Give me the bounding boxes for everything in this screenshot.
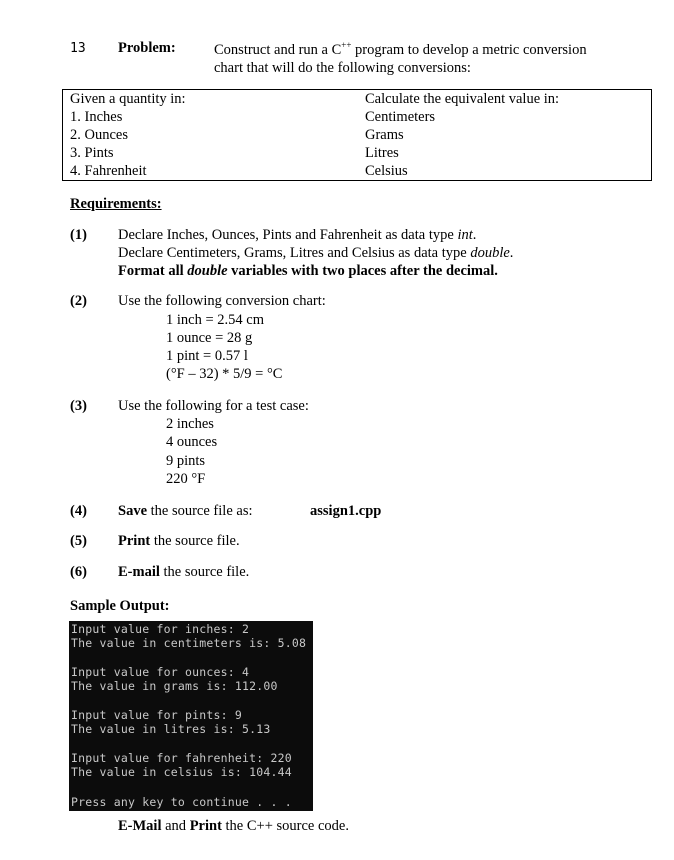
- source-filename: assign1.cpp: [310, 503, 382, 519]
- table-cell-equivalent: Litres: [365, 145, 399, 161]
- conversion-item: 1 inch = 2.54 cm: [166, 312, 264, 328]
- table-row: [63, 145, 651, 163]
- console-line: Input value for fahrenheit: 220: [71, 751, 292, 765]
- conversion-item: (°F – 32) * 5/9 = °C: [166, 366, 283, 382]
- table-row: [63, 163, 651, 181]
- test-case-item: 220 °F: [166, 471, 206, 487]
- console-line: The value in centimeters is: 5.08: [71, 636, 307, 650]
- conversion-table: [62, 89, 652, 181]
- console-line: The value in litres is: 5.13: [71, 722, 271, 736]
- table-cell-equivalent: Centimeters: [365, 109, 436, 125]
- table-header-right: Calculate the equivalent value in:: [365, 91, 560, 107]
- table-cell-given: 4. Fahrenheit: [70, 163, 147, 179]
- console-line: Press any key to continue . . .: [71, 795, 292, 809]
- table-header-row: [63, 91, 651, 109]
- req3-number: (3): [70, 398, 87, 414]
- conversion-item: 1 ounce = 28 g: [166, 330, 253, 346]
- requirements-heading: Requirements:: [70, 196, 162, 212]
- console-line: Input value for pints: 9: [71, 708, 242, 722]
- table-cell-equivalent: Grams: [365, 127, 404, 143]
- problem-number: 13: [70, 41, 86, 56]
- table-cell-given: 2. Ounces: [70, 127, 128, 143]
- console-line: The value in grams is: 112.00: [71, 679, 278, 693]
- console-line: Input value for inches: 2: [71, 622, 250, 636]
- table-header-left: Given a quantity in:: [70, 91, 186, 107]
- conversion-item: 1 pint = 0.57 l: [166, 348, 248, 364]
- req5-text: Print the source file.: [118, 533, 240, 549]
- req1-line2: Declare Centimeters, Grams, Litres and Celsius as data type double.: [118, 245, 514, 261]
- req1-number: (1): [70, 227, 87, 243]
- req6-number: (6): [70, 564, 87, 580]
- test-case-item: 9 pints: [166, 453, 206, 469]
- table-cell-given: 1. Inches: [70, 109, 123, 125]
- req1-line1: Declare Inches, Ounces, Pints and Fahrenheit as data type int.: [118, 227, 477, 243]
- req2-number: (2): [70, 293, 87, 309]
- problem-text-line1: Construct and run a C++ program to develop a metric conversion: [214, 40, 587, 58]
- test-case-item: 4 ounces: [166, 434, 218, 450]
- req1-line3: Format all double variables with two places after the decimal.: [118, 263, 498, 279]
- req4-number: (4): [70, 503, 87, 519]
- table-cell-given: 3. Pints: [70, 145, 114, 161]
- console-line: The value in celsius is: 104.44: [71, 765, 292, 779]
- table-row: [63, 127, 651, 145]
- req5-number: (5): [70, 533, 87, 549]
- req6-text: E-mail the source file.: [118, 564, 250, 580]
- console-line: Input value for ounces: 4: [71, 665, 250, 679]
- table-row: [63, 109, 651, 127]
- problem-label: Problem:: [118, 40, 176, 56]
- sample-output-heading: Sample Output:: [70, 598, 170, 614]
- req4-text: Save the source file as:: [118, 503, 253, 519]
- problem-text-line2: chart that will do the following conversions:: [214, 60, 471, 76]
- test-case-item: 2 inches: [166, 416, 214, 432]
- table-cell-equivalent: Celsius: [365, 163, 408, 179]
- req3-text: Use the following for a test case:: [118, 398, 309, 414]
- footer-instruction: E-Mail and Print the C++ source code.: [118, 818, 349, 834]
- console-output: [69, 621, 313, 811]
- req2-text: Use the following conversion chart:: [118, 293, 326, 309]
